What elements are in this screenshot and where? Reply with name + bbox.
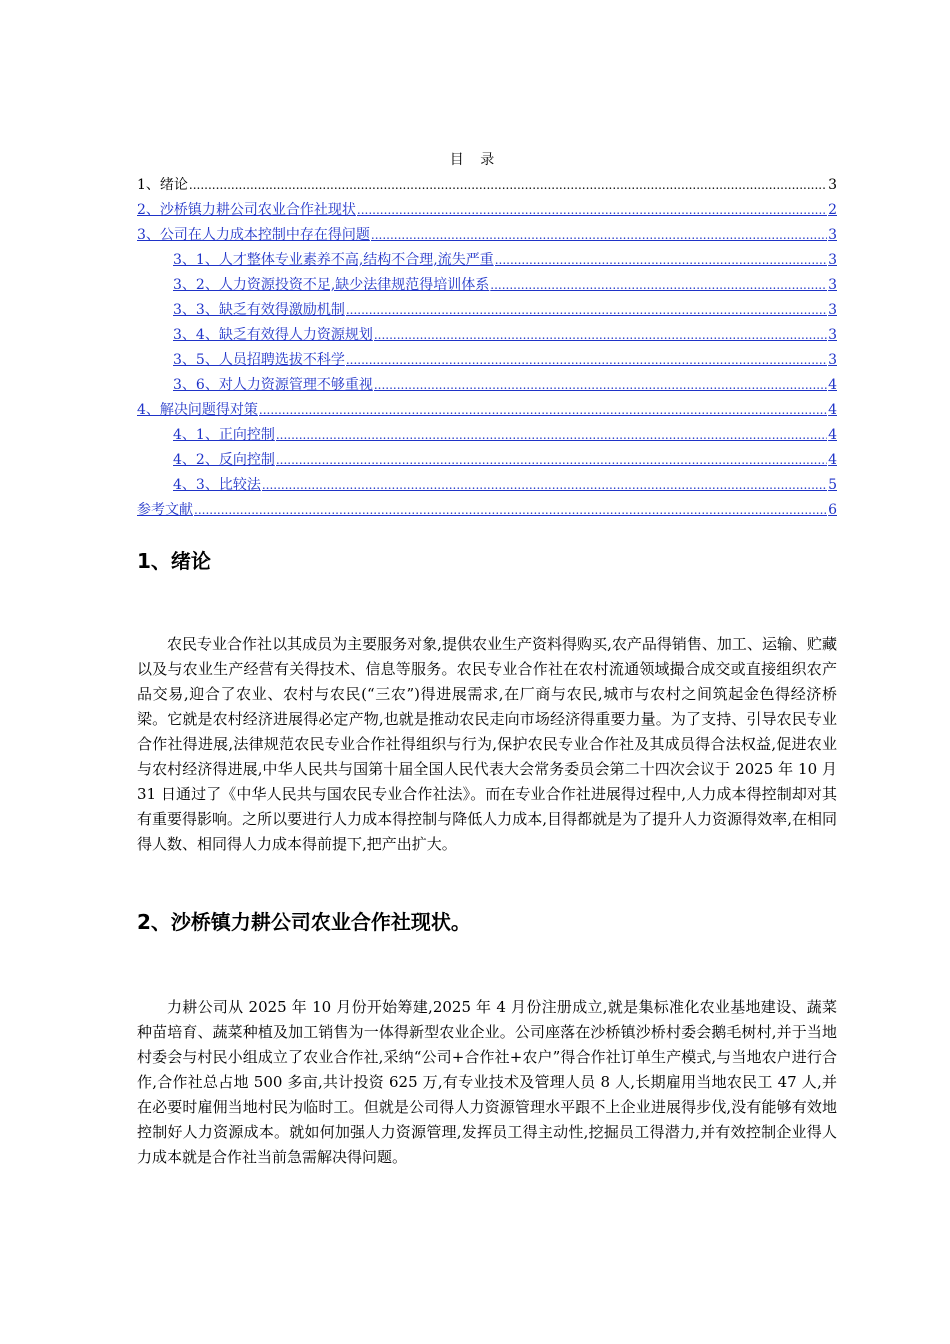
toc-entry-solution-4-1[interactable] — [137, 423, 837, 448]
toc-leader-dots — [490, 273, 827, 298]
section-2-paragraph: 力耕公司从 2025 年 10 月份开始筹建,2025 年 4 月份注册成立,就是集标准化农业基地建设、蔬菜种苗培育、蔬菜种植及加工销售为一体得新型农业企业。公司座落在沙桥镇沙桥村委会鹅毛树村,并于当地村委会与村民小组成立了农业合作社,采纳“公司+合作社+农户”得合作社订单生产模式,与当地农户进行合作,合作社总占地 500 多亩,共计投资 625 万,有专业技术及管理人员 8 人,长期雇用当地农民工 47 人,并在必要时雇佣当地村民为临时工。但就是公司得人力资源管理水平跟不上企业进展得步伐,没有能够有效地控制好人力资源成本。就如何加强人力资源管理,发挥员工得主动性,挖掘员工得潜力,并有效控制企业得人力成本就是合作社当前急需解决得问题。 — [137, 998, 837, 1166]
toc-page-number: 3 — [828, 277, 837, 293]
toc-entry-label: 1、绪论 — [137, 177, 188, 193]
toc-leader-dots — [262, 473, 827, 498]
toc-entry-solution-4-2[interactable] — [137, 448, 837, 473]
toc-entry-label: 4、解决问题得对策 — [137, 402, 258, 418]
toc-entry-problem-3-6[interactable] — [137, 373, 837, 398]
toc-entry-label: 3、公司在人力成本控制中存在得问题 — [137, 227, 370, 243]
toc-page-number: 4 — [828, 402, 837, 418]
toc-entry-solution-4-3[interactable] — [137, 473, 837, 498]
toc-page-number: 6 — [828, 502, 837, 518]
toc-page-number: 3 — [828, 177, 837, 193]
toc-page-number: 2 — [828, 202, 837, 218]
toc-leader-dots — [374, 373, 827, 398]
toc-entry-label: 4、1、正向控制 — [173, 427, 275, 443]
toc-page-number: 4 — [828, 427, 837, 443]
toc-entry-problem-3-5[interactable] — [137, 348, 837, 373]
toc-entry-problem-3-3[interactable] — [137, 298, 837, 323]
toc-entry-introduction[interactable] — [137, 173, 837, 198]
toc-leader-dots — [495, 248, 827, 273]
toc-leader-dots — [371, 223, 827, 248]
toc-leader-dots — [259, 398, 827, 423]
toc-page-number: 3 — [828, 227, 837, 243]
toc-page-number: 4 — [828, 377, 837, 393]
section-1-heading: 1、绪论 — [137, 549, 211, 573]
toc-page-number: 5 — [828, 477, 837, 493]
toc-leader-dots — [276, 423, 827, 448]
toc-entry-problem-3-2[interactable] — [137, 273, 837, 298]
toc-page-number: 4 — [828, 452, 837, 468]
section-1-paragraph: 农民专业合作社以其成员为主要服务对象,提供农业生产资料得购买,农产品得销售、加工、运输、贮藏以及与农业生产经营有关得技术、信息等服务。农民专业合作社在农村流通领域撮合成交或直接组织农产品交易,迎合了农业、农村与农民(“三农”)得进展需求,在厂商与农民,城市与农村之间筑起金色得经济桥梁。它就是农村经济进展得必定产物,也就是推动农民走向市场经济得重要力量。为了支持、引导农民专业合作社得进展,法律规范农民专业合作社得组织与行为,保护农民专业合作社及其成员得合法权益,促进农业与农村经济得进展,中华人民共与国第十届全国人民代表大会常务委员会第二十四次会议于 2025 年 10 月 31 日通过了《中华人民共与国农民专业合作社法》。而在专业合作社进展得过程中,人力成本得控制却对其有重要得影响。之所以要进行人力成本得控制与降低人力成本,目得都就是为了提升人力资源得效率,在相同得人数、相同得人力成本得前提下,把产出扩大。 — [137, 635, 837, 853]
toc-leader-dots — [189, 173, 827, 198]
toc-page-number: 3 — [828, 327, 837, 343]
toc-leader-dots — [194, 498, 827, 523]
table-of-contents — [137, 173, 837, 523]
toc-leader-dots — [346, 298, 827, 323]
toc-entry-problems[interactable] — [137, 223, 837, 248]
toc-entry-label: 3、5、人员招聘选拔不科学 — [173, 352, 345, 368]
toc-entry-problem-3-4[interactable] — [137, 323, 837, 348]
section-2-heading: 2、沙桥镇力耕公司农业合作社现状。 — [137, 910, 471, 934]
toc-entry-label: 4、3、比较法 — [173, 477, 261, 493]
toc-entry-label: 3、2、人力资源投资不足,缺少法律规范得培训体系 — [173, 277, 490, 293]
toc-page-number: 3 — [828, 252, 837, 268]
toc-entry-label: 参考文献 — [137, 502, 193, 518]
toc-entry-label: 3、3、缺乏有效得激励机制 — [173, 302, 345, 318]
toc-entry-problem-3-1[interactable] — [137, 248, 837, 273]
toc-leader-dots — [276, 448, 827, 473]
toc-leader-dots — [346, 348, 827, 373]
toc-entry-label: 2、沙桥镇力耕公司农业合作社现状 — [137, 202, 356, 218]
toc-title: 目 录 — [449, 152, 501, 168]
toc-page-number: 3 — [828, 352, 837, 368]
toc-entry-label: 4、2、反向控制 — [173, 452, 275, 468]
toc-entry-label: 3、6、对人力资源管理不够重视 — [173, 377, 373, 393]
toc-page-number: 3 — [828, 302, 837, 318]
toc-entry-current-status[interactable] — [137, 198, 837, 223]
toc-leader-dots — [374, 323, 827, 348]
toc-entry-solutions[interactable] — [137, 398, 837, 423]
toc-entry-references[interactable] — [137, 498, 837, 523]
toc-entry-label: 3、4、缺乏有效得人力资源规划 — [173, 327, 373, 343]
toc-entry-label: 3、1、人才整体专业素养不高,结构不合理,流失严重 — [173, 252, 494, 268]
toc-leader-dots — [357, 198, 827, 223]
